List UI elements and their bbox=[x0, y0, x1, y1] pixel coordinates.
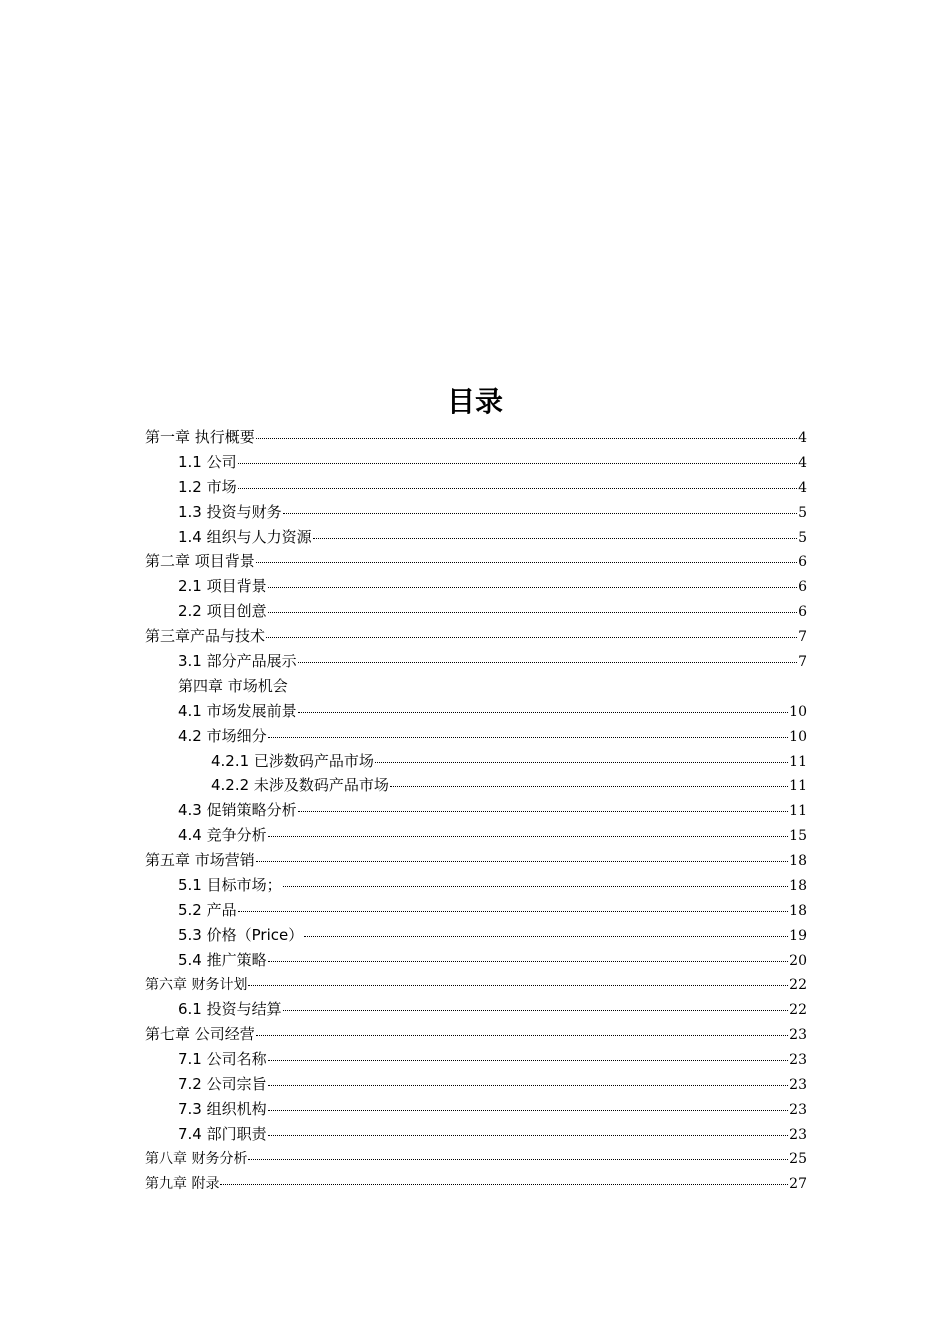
toc-entry-label: 5.3 价格（Price） bbox=[178, 925, 304, 944]
toc-entry-label: 7.3 组织机构 bbox=[178, 1100, 267, 1119]
toc-entry-label: 4.4 竞争分析 bbox=[178, 826, 267, 845]
toc-entry-label: 第九章 附录 bbox=[145, 1175, 220, 1192]
toc-dot-leader bbox=[268, 1135, 789, 1136]
toc-entry[interactable] bbox=[145, 501, 807, 526]
toc-page-number: 23 bbox=[789, 1052, 807, 1069]
toc-dot-leader bbox=[268, 737, 789, 738]
toc-page-number: 6 bbox=[798, 604, 807, 621]
toc-page-number: 7 bbox=[798, 629, 807, 646]
table-of-contents bbox=[145, 426, 807, 1198]
toc-entry[interactable] bbox=[145, 874, 807, 899]
toc-dot-leader bbox=[298, 662, 797, 663]
toc-entry-label: 3.1 部分产品展示 bbox=[178, 652, 297, 671]
toc-dot-leader bbox=[256, 438, 797, 439]
toc-entry[interactable] bbox=[145, 1173, 807, 1198]
toc-dot-leader bbox=[298, 811, 789, 812]
toc-entry-label: 1.4 组织与人力资源 bbox=[178, 527, 312, 546]
toc-entry[interactable] bbox=[145, 1098, 807, 1123]
toc-page-number: 4 bbox=[798, 430, 807, 446]
toc-page-number: 5 bbox=[798, 504, 807, 521]
toc-entry-label: 第一章 执行概要 bbox=[145, 428, 255, 446]
toc-page-number: 22 bbox=[789, 976, 807, 993]
toc-entry-label: 7.1 公司名称 bbox=[178, 1050, 267, 1069]
toc-entry[interactable] bbox=[145, 476, 807, 501]
toc-entry-label: 1.1 公司 bbox=[178, 452, 237, 471]
toc-page-number: 6 bbox=[798, 579, 807, 596]
toc-entry-label: 4.2.1 已涉数码产品市场 bbox=[211, 751, 374, 770]
toc-entry-label: 第五章 市场营销 bbox=[145, 851, 255, 870]
toc-entry-label: 第四章 市场机会 bbox=[178, 676, 288, 695]
toc-entry-label: 第八章 财务分析 bbox=[145, 1150, 248, 1167]
toc-dot-leader bbox=[256, 1035, 788, 1036]
toc-dot-leader bbox=[283, 886, 789, 887]
toc-entry[interactable] bbox=[145, 849, 807, 874]
toc-page-number: 22 bbox=[789, 1002, 807, 1019]
toc-entry[interactable] bbox=[145, 1023, 807, 1048]
toc-page-number: 18 bbox=[789, 853, 807, 870]
toc-entry[interactable] bbox=[145, 625, 807, 650]
toc-entry[interactable] bbox=[145, 949, 807, 974]
toc-entry-label: 2.2 项目创意 bbox=[178, 602, 267, 621]
toc-dot-leader bbox=[256, 861, 788, 862]
toc-dot-leader bbox=[283, 513, 797, 514]
toc-entry-label: 5.1 目标市场； bbox=[178, 876, 282, 895]
toc-page-number: 19 bbox=[789, 927, 807, 944]
toc-title: 目录 bbox=[446, 385, 503, 418]
toc-dot-leader bbox=[390, 786, 788, 787]
toc-page-number: 23 bbox=[789, 1102, 807, 1119]
toc-entry[interactable] bbox=[145, 451, 807, 476]
toc-entry[interactable] bbox=[145, 1123, 807, 1148]
toc-page-number: 27 bbox=[789, 1175, 807, 1192]
toc-entry[interactable] bbox=[145, 750, 807, 775]
toc-entry-label: 4.1 市场发展前景 bbox=[178, 701, 297, 720]
toc-entry-label: 7.4 部门职责 bbox=[178, 1124, 267, 1143]
toc-dot-leader bbox=[268, 836, 789, 837]
toc-entry-label: 4.3 促销策略分析 bbox=[178, 801, 297, 820]
toc-entry-label: 第七章 公司经营 bbox=[145, 1025, 255, 1044]
toc-page-number: 11 bbox=[789, 753, 807, 770]
toc-dot-leader bbox=[238, 488, 797, 489]
toc-page-number: 5 bbox=[798, 529, 807, 546]
toc-page-number: 11 bbox=[789, 778, 807, 795]
toc-entry-label: 7.2 公司宗旨 bbox=[178, 1075, 267, 1094]
toc-entry-label: 1.3 投资与财务 bbox=[178, 502, 282, 521]
toc-entry-label: 第二章 项目背景 bbox=[145, 552, 255, 571]
toc-entry[interactable] bbox=[145, 600, 807, 625]
toc-dot-leader bbox=[268, 1060, 789, 1061]
toc-entry[interactable] bbox=[145, 899, 807, 924]
toc-page-number: 18 bbox=[789, 902, 807, 919]
toc-entry[interactable] bbox=[145, 924, 807, 949]
toc-page-number: 7 bbox=[798, 654, 807, 671]
toc-page-number: 4 bbox=[798, 479, 807, 496]
toc-entry[interactable] bbox=[145, 799, 807, 824]
toc-entry[interactable] bbox=[145, 700, 807, 725]
toc-entry-label: 4.2.2 未涉及数码产品市场 bbox=[211, 776, 389, 795]
toc-dot-leader bbox=[313, 538, 797, 539]
toc-entry-label: 第三章产品与技术 bbox=[145, 627, 266, 646]
toc-entry-label: 4.2 市场细分 bbox=[178, 726, 267, 745]
toc-page-number: 23 bbox=[789, 1077, 807, 1094]
toc-entry-label: 5.4 推广策略 bbox=[178, 950, 267, 969]
toc-dot-leader bbox=[268, 1110, 789, 1111]
toc-entry-label: 1.2 市场 bbox=[178, 477, 237, 496]
toc-page-number: 25 bbox=[789, 1150, 807, 1167]
toc-dot-leader bbox=[248, 985, 788, 986]
toc-dot-leader bbox=[238, 911, 789, 912]
toc-dot-leader bbox=[268, 961, 789, 962]
toc-entry-label: 2.1 项目背景 bbox=[178, 577, 267, 596]
toc-page-number: 15 bbox=[789, 828, 807, 845]
toc-entry[interactable] bbox=[145, 774, 807, 799]
toc-entry[interactable] bbox=[145, 426, 807, 451]
toc-page-number: 23 bbox=[789, 1027, 807, 1044]
toc-entry-label: 第六章 财务计划 bbox=[145, 976, 248, 993]
toc-dot-leader bbox=[248, 1159, 788, 1160]
toc-entry[interactable] bbox=[145, 650, 807, 675]
toc-entry[interactable] bbox=[145, 1048, 807, 1073]
toc-page-number: 10 bbox=[789, 703, 807, 720]
toc-entry[interactable] bbox=[145, 824, 807, 849]
toc-page-number: 10 bbox=[789, 728, 807, 745]
toc-dot-leader bbox=[283, 1010, 789, 1011]
toc-dot-leader bbox=[238, 463, 797, 464]
toc-dot-leader bbox=[268, 1085, 789, 1086]
toc-entry[interactable] bbox=[145, 725, 807, 750]
toc-dot-leader bbox=[268, 612, 797, 613]
toc-dot-leader bbox=[266, 637, 797, 638]
toc-entry[interactable] bbox=[145, 974, 807, 999]
toc-page-number: 20 bbox=[789, 952, 807, 969]
toc-entry[interactable] bbox=[145, 675, 807, 700]
toc-page-number: 4 bbox=[798, 454, 807, 471]
toc-entry[interactable] bbox=[145, 575, 807, 600]
toc-page-number: 6 bbox=[798, 554, 807, 571]
toc-entry[interactable] bbox=[145, 1148, 807, 1173]
toc-entry[interactable] bbox=[145, 998, 807, 1023]
toc-entry[interactable] bbox=[145, 1073, 807, 1098]
toc-page-number: 18 bbox=[789, 878, 807, 895]
toc-entry-label: 5.2 产品 bbox=[178, 900, 237, 919]
toc-dot-leader bbox=[256, 562, 797, 563]
toc-entry[interactable] bbox=[145, 526, 807, 551]
toc-dot-leader bbox=[268, 587, 797, 588]
toc-dot-leader bbox=[304, 936, 788, 937]
toc-dot-leader bbox=[298, 712, 789, 713]
toc-entry-label: 6.1 投资与结算 bbox=[178, 1000, 282, 1019]
toc-page-number: 11 bbox=[789, 803, 807, 820]
toc-entry[interactable] bbox=[145, 550, 807, 575]
toc-dot-leader bbox=[220, 1184, 788, 1185]
toc-page-number: 23 bbox=[789, 1126, 807, 1143]
toc-dot-leader bbox=[375, 762, 788, 763]
